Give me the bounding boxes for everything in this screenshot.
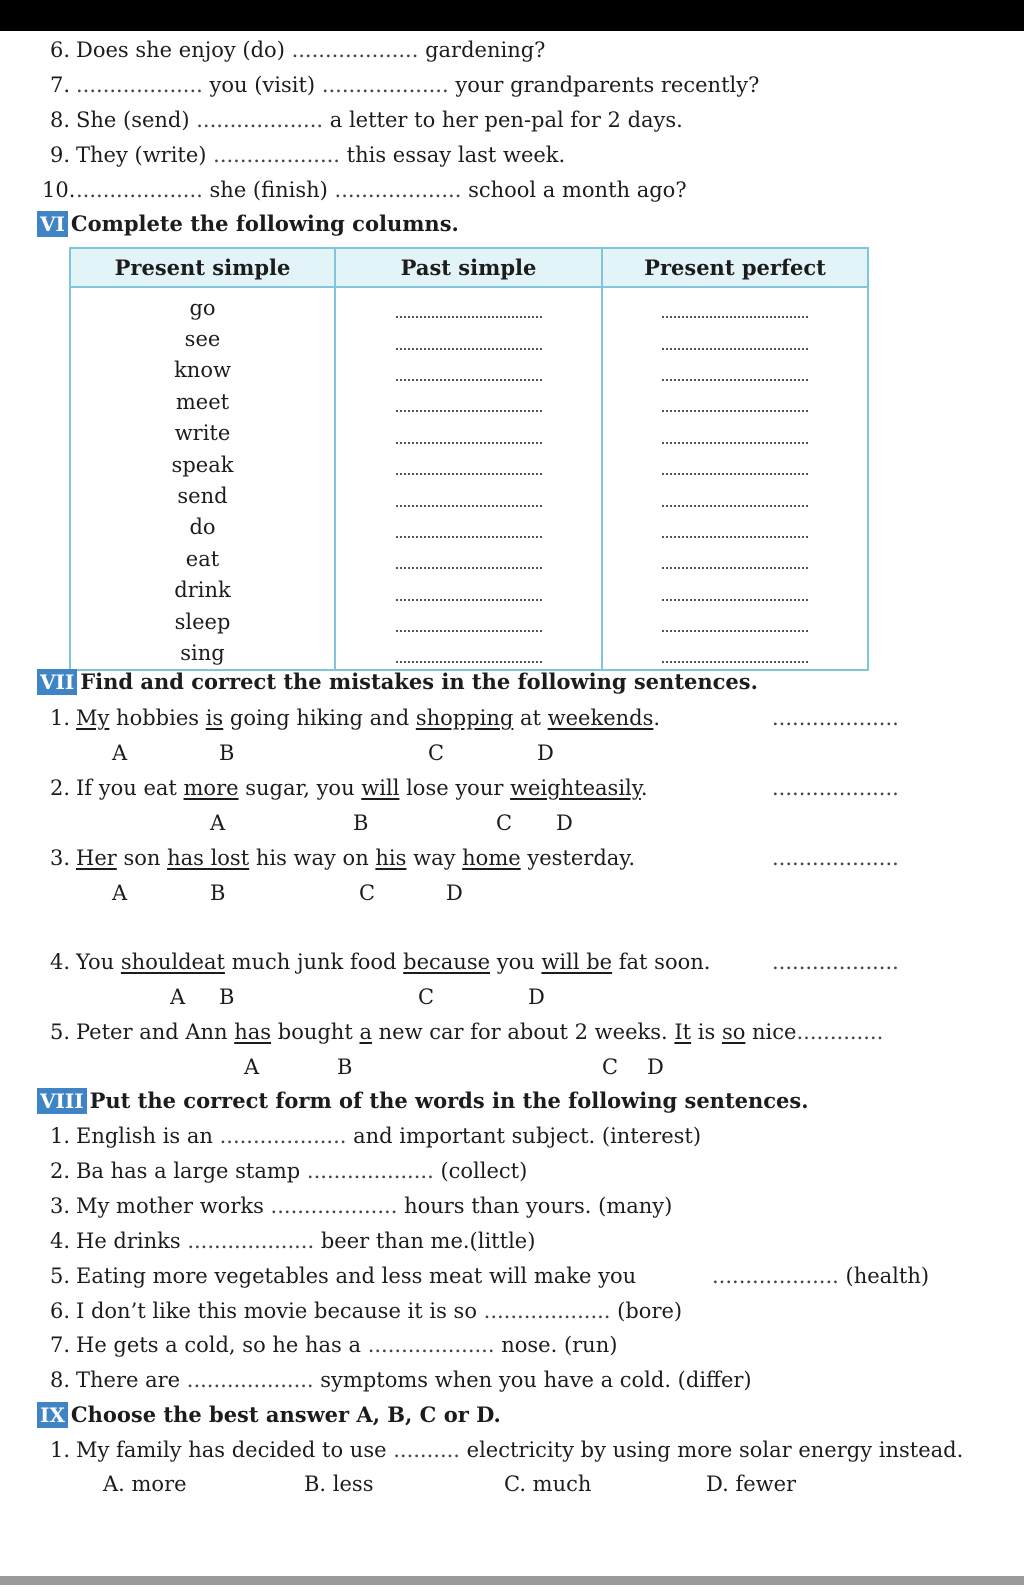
past-simple-cell[interactable] [335, 543, 602, 574]
text: My mother works [76, 1194, 271, 1218]
underlined-option-c: his [375, 846, 407, 870]
fill-in-blank[interactable] [662, 300, 808, 318]
past-simple-cell[interactable] [335, 418, 602, 449]
item-number: 7. [49, 73, 70, 97]
text: You [76, 950, 121, 974]
blank: ................... [712, 1264, 839, 1288]
fill-in-blank[interactable] [662, 394, 808, 412]
table-row [70, 637, 868, 669]
text: going hiking and [223, 706, 416, 730]
underlined-option-b: a [359, 1020, 372, 1044]
past-simple-cell[interactable] [335, 323, 602, 354]
text: and important subject. (interest) [346, 1124, 702, 1148]
text: your grandparents recently? [448, 73, 760, 97]
text: school a month ago? [461, 178, 687, 202]
underlined-option-b: is [205, 706, 224, 730]
answer-option: D. fewer [706, 1472, 797, 1496]
underlined-option-c: weight [510, 776, 583, 800]
present-simple-cell: sing [70, 637, 335, 669]
blank: ................... [76, 178, 203, 202]
column-header: Present simple [70, 248, 335, 287]
text: hobbies [109, 706, 206, 730]
table-row [70, 449, 868, 480]
table-row [70, 418, 868, 449]
blank: ................... [196, 108, 324, 132]
verb-forms-table [69, 247, 869, 671]
section-title: Choose the best answer A, B, C or D. [70, 1402, 501, 1427]
table-row [70, 606, 868, 637]
item-number: 4. [49, 950, 70, 974]
blank: ................... [367, 1333, 495, 1357]
present-simple-cell: see [70, 323, 335, 354]
past-simple-cell[interactable] [335, 637, 602, 669]
fill-in-blank[interactable] [396, 551, 542, 569]
text: Peter and Ann [76, 1020, 235, 1044]
text: she (finish) [202, 178, 335, 202]
underlined-option-d: home [462, 846, 521, 870]
text: He gets a cold, so he has a [76, 1333, 368, 1357]
item-number: 6. [49, 1299, 70, 1323]
option-letter: B [353, 811, 369, 835]
present-simple-cell: do [70, 512, 335, 543]
text: nose. (run) [494, 1333, 618, 1357]
option-letter: A [112, 881, 128, 905]
option-letter: D [556, 811, 573, 835]
option-letter: C [496, 811, 513, 835]
underlined-option-c: because [403, 950, 491, 974]
text: much junk food [224, 950, 404, 974]
item-number: 1. [49, 706, 70, 730]
table-row [70, 575, 868, 606]
text: son [116, 846, 168, 870]
underlined-option-a: My [76, 706, 110, 730]
roman-numeral-badge: IX [37, 1402, 68, 1428]
present-simple-cell: send [70, 480, 335, 511]
option-letter: A [112, 741, 128, 765]
fill-in-blank[interactable] [396, 645, 542, 663]
text: at [513, 706, 548, 730]
present-perfect-cell[interactable] [602, 323, 868, 354]
answer-option: A. more [103, 1472, 187, 1496]
underlined-option-d: weekends [547, 706, 654, 730]
item-number: 1. [49, 1438, 70, 1462]
item-number: 1. [49, 1124, 70, 1148]
blank: ................... [187, 1229, 315, 1253]
text: nice [745, 1020, 797, 1044]
present-simple-cell: know [70, 355, 335, 386]
blank: ................... [334, 178, 462, 202]
text: a letter to her pen-pal for 2 days. [323, 108, 683, 132]
underlined-option-c: shopping [415, 706, 514, 730]
item-number: 7. [49, 1333, 70, 1357]
text: If you eat [76, 776, 184, 800]
section-title: Complete the following columns. [70, 211, 459, 236]
past-simple-cell[interactable] [335, 287, 602, 323]
answer-blank: ................... [772, 706, 899, 730]
present-perfect-cell[interactable] [602, 543, 868, 574]
text: He drinks [76, 1229, 188, 1253]
text: gardening? [418, 38, 546, 62]
blank: ................... [306, 1159, 434, 1183]
text: (health) [838, 1264, 930, 1288]
fill-in-blank[interactable] [396, 332, 542, 350]
text: you (visit) [202, 73, 322, 97]
fill-in-blank[interactable] [662, 551, 808, 569]
fill-in-blank[interactable] [396, 300, 542, 318]
fill-in-blank[interactable] [396, 363, 542, 381]
table-row [70, 323, 868, 354]
text: new car for about 2 weeks. [371, 1020, 675, 1044]
option-letter: D [446, 881, 463, 905]
present-perfect-cell[interactable] [602, 287, 868, 323]
blank: ................... [76, 73, 203, 97]
table-row [70, 480, 868, 511]
item-number: 4. [49, 1229, 70, 1253]
fill-in-blank[interactable] [662, 363, 808, 381]
fill-in-blank[interactable] [396, 489, 542, 507]
present-perfect-cell[interactable] [602, 575, 868, 606]
text: (collect) [433, 1159, 528, 1183]
item-number: 8. [49, 1368, 70, 1392]
option-letter: A [210, 811, 226, 835]
fill-in-blank[interactable] [662, 645, 808, 663]
past-simple-cell[interactable] [335, 449, 602, 480]
text: electricity by using more solar energy instead. [459, 1438, 964, 1462]
table-row [70, 543, 868, 574]
present-perfect-cell[interactable] [602, 418, 868, 449]
table-row [70, 287, 868, 323]
item-number: 10. [42, 178, 76, 202]
underlined-option-d: easily [582, 776, 641, 800]
fill-in-blank[interactable] [662, 520, 808, 538]
blank: ................... [291, 38, 419, 62]
option-letter: B [219, 985, 235, 1009]
option-letter: D [528, 985, 545, 1009]
option-letter: B [210, 881, 226, 905]
blank-with-hint [712, 1262, 929, 1290]
option-letter: A [170, 985, 186, 1009]
section-vii-heading [37, 668, 758, 696]
present-simple-cell: go [70, 287, 335, 323]
text: way [406, 846, 463, 870]
section-title: Find and correct the mistakes in the following sentences. [80, 669, 758, 694]
option-letter: D [647, 1055, 664, 1079]
fill-in-blank[interactable] [662, 426, 808, 444]
table-row [70, 386, 868, 417]
underlined-option-c: It [674, 1020, 692, 1044]
text: hours than yours. (many) [397, 1194, 673, 1218]
roman-numeral-badge: VI [37, 211, 68, 237]
text: Ba has a large stamp [76, 1159, 307, 1183]
option-letter: B [219, 741, 235, 765]
present-perfect-cell[interactable] [602, 480, 868, 511]
option-letter: C [428, 741, 445, 765]
text: She (send) [76, 108, 197, 132]
past-simple-cell[interactable] [335, 386, 602, 417]
underlined-option-d: will be [541, 950, 613, 974]
blank: ................... [321, 73, 449, 97]
blank: ................... [270, 1194, 398, 1218]
roman-numeral-badge: VII [37, 669, 77, 695]
item-number: 3. [49, 846, 70, 870]
item-number: 9. [49, 143, 70, 167]
text: . [640, 776, 648, 800]
blank: ................... [219, 1124, 347, 1148]
text: symptoms when you have a cold. (differ) [313, 1368, 752, 1392]
answer-blank: ................... [772, 776, 899, 800]
item-number: 8. [49, 108, 70, 132]
section-ix-heading [37, 1401, 501, 1429]
present-perfect-cell[interactable] [602, 449, 868, 480]
present-perfect-cell[interactable] [602, 606, 868, 637]
text: There are [76, 1368, 187, 1392]
present-perfect-cell[interactable] [602, 386, 868, 417]
blank: .......... [393, 1438, 460, 1462]
section-viii-heading [37, 1087, 809, 1115]
answer-blank: ................... [772, 846, 899, 870]
underlined-option-a: should [120, 950, 192, 974]
option-letter: D [537, 741, 554, 765]
text: (bore) [610, 1299, 683, 1323]
text: I don’t like this movie because it is so [76, 1299, 484, 1323]
fill-in-blank[interactable] [396, 614, 542, 632]
fill-in-blank[interactable] [662, 457, 808, 475]
underlined-option-a: more [183, 776, 239, 800]
underlined-option-b: has lost [167, 846, 250, 870]
text: bought [271, 1020, 360, 1044]
fill-in-blank[interactable] [662, 583, 808, 601]
option-letter: C [602, 1055, 619, 1079]
column-header: Present perfect [602, 248, 868, 287]
fill-in-blank[interactable] [396, 394, 542, 412]
present-perfect-cell[interactable] [602, 637, 868, 669]
text: is [691, 1020, 722, 1044]
underlined-option-a: Her [76, 846, 117, 870]
option-letter: C [359, 881, 376, 905]
section-vi-heading [37, 210, 459, 238]
answer-option: C. much [504, 1472, 592, 1496]
text: . [653, 706, 661, 730]
underlined-option-d: so [721, 1020, 746, 1044]
text: fat soon. [612, 950, 711, 974]
section-title: Put the correct form of the words in the following sentences. [89, 1088, 809, 1113]
present-perfect-cell[interactable] [602, 355, 868, 386]
fill-in-blank[interactable] [662, 614, 808, 632]
blank: ................... [186, 1368, 314, 1392]
fill-in-blank[interactable] [396, 457, 542, 475]
past-simple-cell[interactable] [335, 606, 602, 637]
table-row [70, 512, 868, 543]
present-perfect-cell[interactable] [602, 512, 868, 543]
text: you [490, 950, 542, 974]
option-letter: C [418, 985, 435, 1009]
option-letter: B [337, 1055, 353, 1079]
text: his way on [249, 846, 376, 870]
text: They (write) [76, 143, 214, 167]
answer-option: B. less [304, 1472, 374, 1496]
text: Eating more vegetables and less meat will make you [76, 1264, 637, 1288]
past-simple-cell[interactable] [335, 355, 602, 386]
roman-numeral-badge: VIII [37, 1088, 87, 1114]
fill-in-blank[interactable] [662, 332, 808, 350]
text: this essay last week. [340, 143, 566, 167]
text: sugar, you [238, 776, 362, 800]
present-simple-cell: eat [70, 543, 335, 574]
underlined-option-a: has [234, 1020, 272, 1044]
present-simple-cell: write [70, 418, 335, 449]
option-letter: A [244, 1055, 260, 1079]
fill-in-blank[interactable] [662, 489, 808, 507]
fill-in-blank[interactable] [396, 583, 542, 601]
item-number: 6. [49, 38, 70, 62]
past-simple-cell[interactable] [335, 575, 602, 606]
text: My family has decided to use [76, 1438, 394, 1462]
past-simple-cell[interactable] [335, 480, 602, 511]
text: Does she enjoy (do) [76, 38, 292, 62]
bottom-divider [0, 1576, 1024, 1585]
present-simple-cell: meet [70, 386, 335, 417]
text: beer than me.(little) [314, 1229, 536, 1253]
item-number: 3. [49, 1194, 70, 1218]
answer-blank: ................... [772, 950, 899, 974]
text: English is an [76, 1124, 220, 1148]
table-row [70, 355, 868, 386]
status-bar [0, 0, 1024, 31]
present-simple-cell: drink [70, 575, 335, 606]
text: yesterday. [520, 846, 636, 870]
item-number: 2. [49, 1159, 70, 1183]
column-header: Past simple [335, 248, 602, 287]
fill-in-blank[interactable] [396, 426, 542, 444]
past-simple-cell[interactable] [335, 512, 602, 543]
underlined-option-b: will [361, 776, 400, 800]
answer-blank: ............. [796, 1020, 884, 1044]
underlined-option-b: eat [191, 950, 225, 974]
present-simple-cell: sleep [70, 606, 335, 637]
present-simple-cell: speak [70, 449, 335, 480]
blank: ................... [213, 143, 340, 167]
item-number: 5. [49, 1264, 70, 1288]
text: lose your [399, 776, 511, 800]
item-number: 2. [49, 776, 70, 800]
fill-in-blank[interactable] [396, 520, 542, 538]
item-number: 5. [49, 1020, 70, 1044]
blank: ................... [483, 1299, 611, 1323]
